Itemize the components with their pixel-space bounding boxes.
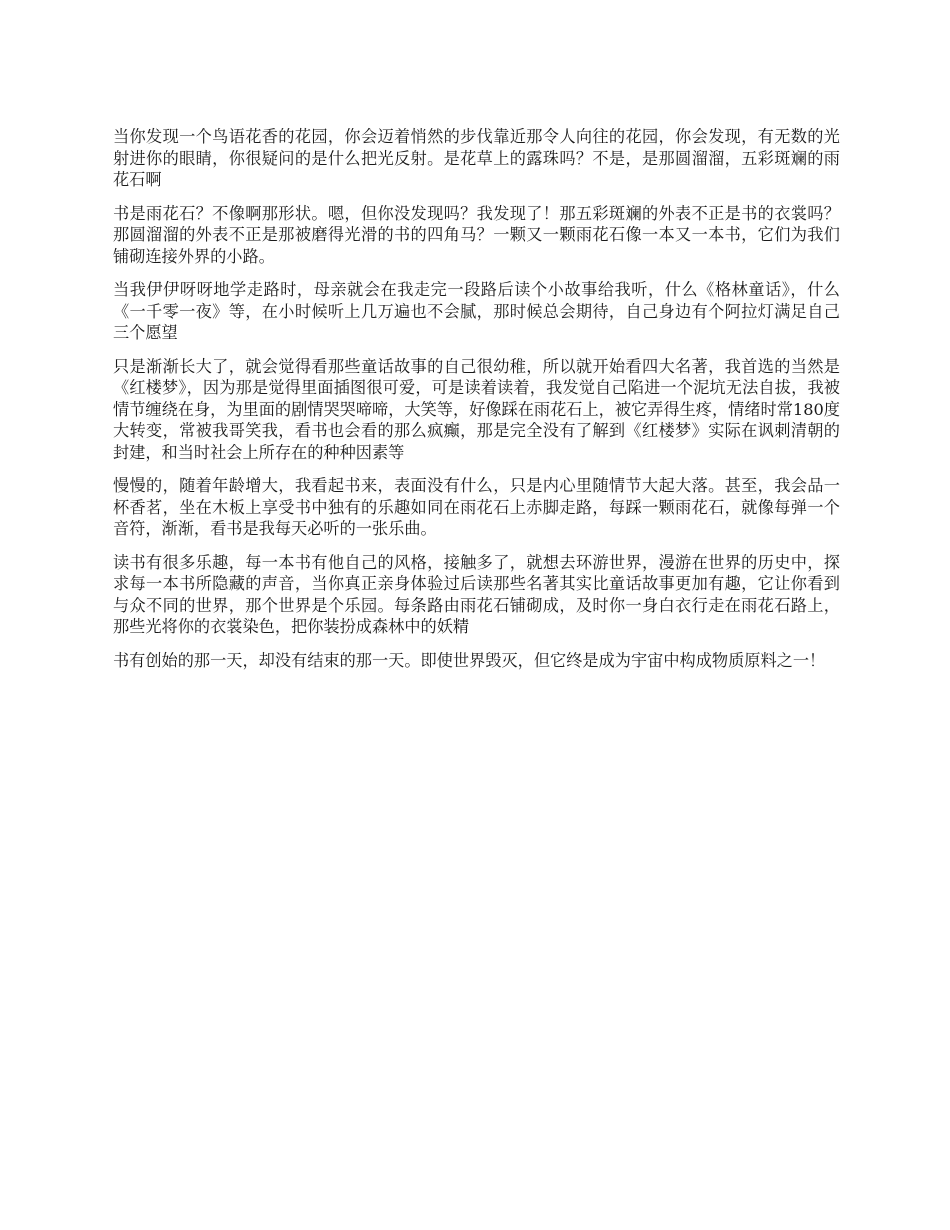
paragraph-3: 当我伊伊呀呀地学走路时，母亲就会在我走完一段路后读个小故事给我听，什么《格林童话》，什么《一千零一夜》等，在小时候听上几万遍也不会腻，那时候总会期待，自己身边有个阿拉灯满足自己三个愿望 bbox=[113, 280, 840, 342]
paragraph-4: 只是渐渐长大了，就会觉得看那些童话故事的自己很幼稚，所以就开始看四大名著，我首选的当然是《红楼梦》，因为那是觉得里面插图很可爱，可是读着读着，我发觉自己陷进一个泥坑无法自拔，我被情节缠绕在身，为里面的剧情哭哭啼啼，大笑等，好像踩在雨花石上，被它弄得生疼，情绪时常180度大转变，常被我哥笑我，看书也会看的那么疯癫，那是完全没有了解到《红楼梦》实际在讽刺清朝的封建，和当时社会上所存在的种种因素等 bbox=[113, 356, 840, 462]
paragraph-6: 读书有很多乐趣，每一本书有他自己的风格，接触多了，就想去环游世界，漫游在世界的历史中，探求每一本书所隐藏的声音，当你真正亲身体验过后读那些名著其实比童话故事更加有趣，它让你看到与众不同的世界，那个世界是个乐园。每条路由雨花石铺砌成，及时你一身白衣行走在雨花石路上，那些光将你的衣裳染色，把你装扮成森林中的妖精 bbox=[113, 552, 840, 636]
paragraph-1: 当你发现一个鸟语花香的花园，你会迈着悄然的步伐靠近那令人向往的花园，你会发现，有无数的光射进你的眼睛，你很疑问的是什么把光反射。是花草上的露珠吗？不是，是那圆溜溜，五彩斑斓的雨花石啊 bbox=[113, 127, 840, 189]
paragraph-2: 书是雨花石？不像啊那形状。嗯，但你没发现吗？我发现了！那五彩斑斓的外表不正是书的衣裳吗？那圆溜溜的外表不正是那被磨得光滑的书的四角马？一颗又一颗雨花石像一本又一本书，它们为我们铺砌连接外界的小路。 bbox=[113, 203, 840, 266]
paragraph-5: 慢慢的，随着年龄增大，我看起书来，表面没有什么，只是内心里随情节大起大落。甚至，我会品一杯香茗，坐在木板上享受书中独有的乐趣如同在雨花石上赤脚走路，每踩一颗雨花石，就像每弹一个音符，渐渐，看书是我每天必听的一张乐曲。 bbox=[113, 476, 840, 538]
document-body bbox=[113, 126, 840, 683]
paragraph-7: 书有创始的那一天，却没有结束的那一天。即使世界毁灭，但它终是成为宇宙中构成物质原料之一！ bbox=[113, 650, 826, 670]
